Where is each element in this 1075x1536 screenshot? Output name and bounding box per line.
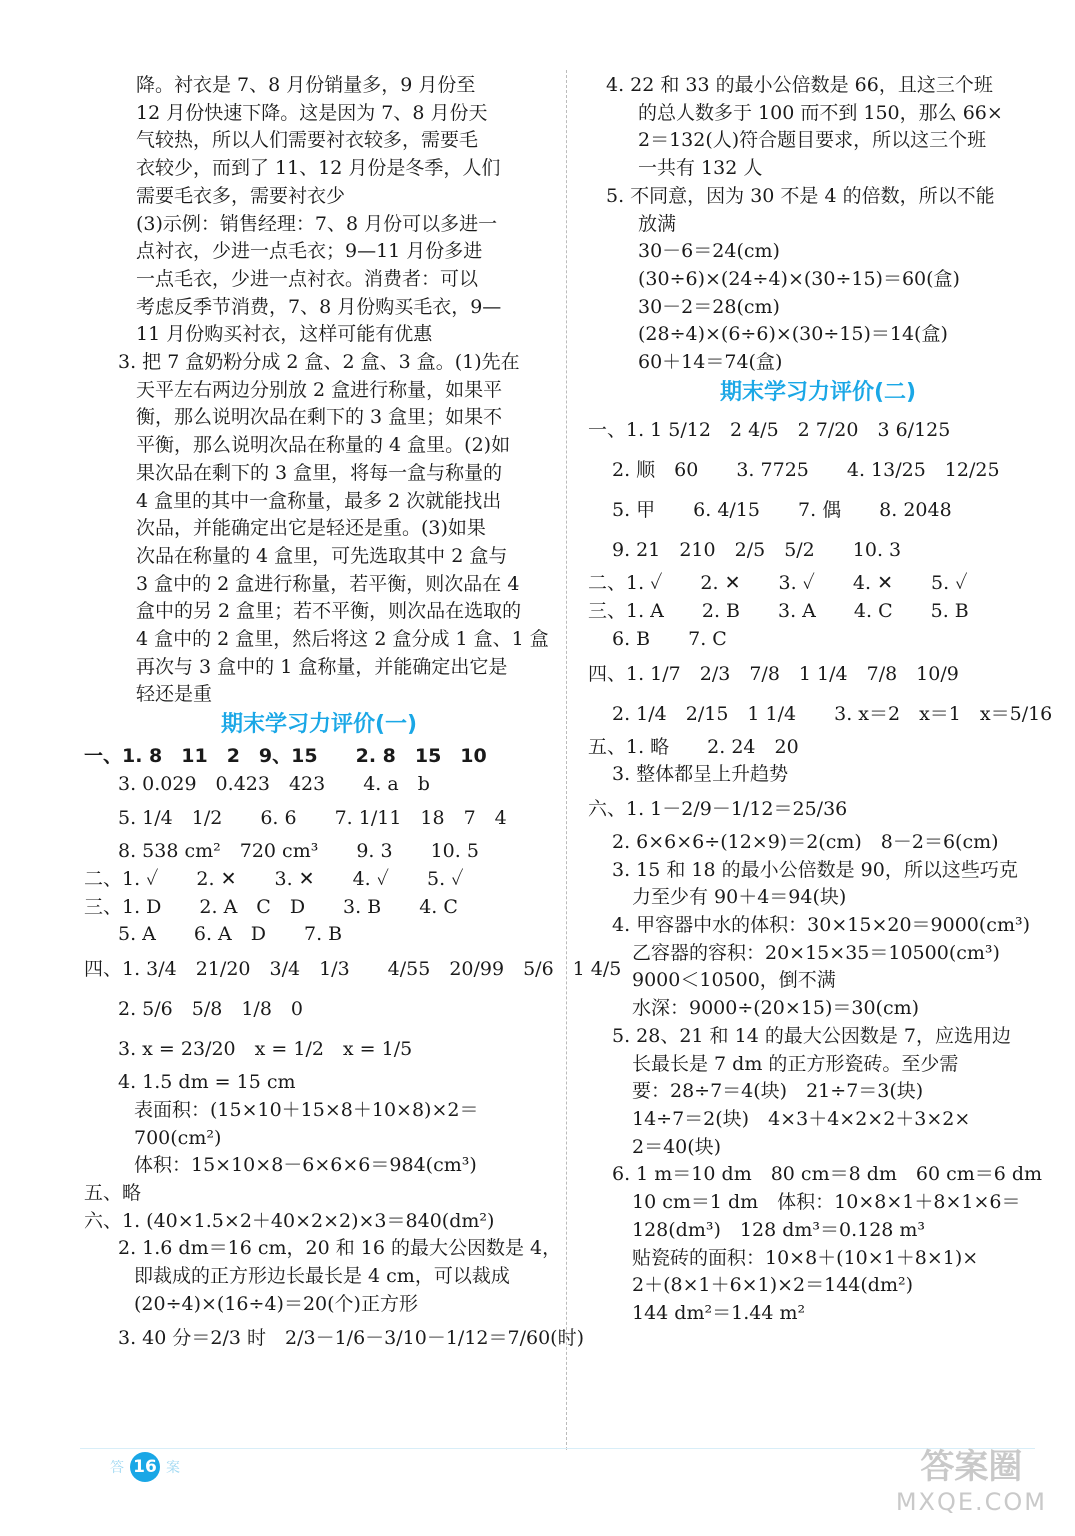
answer-line: 次品在称量的 4 盒里，可先选取其中 2 盒与 [136,544,508,567]
answer-line: 表面积：(15×10＋15×8＋10×8)×2＝ [134,1098,479,1121]
part-2-b: 二、1. ✓ 2. ✕ 3. ✓ 4. ✕ 5. ✓ [588,572,968,595]
answer-line: 体积：15×10×8－6×6×6＝984(cm³) [134,1154,477,1177]
answer-line: 六、1. (40×1.5×2＋40×2×2)×3＝840(dm²) [84,1209,495,1232]
continued-answer [84,72,554,349]
column-divider [566,70,567,1450]
answer-line: 10 cm＝1 dm 体积：10×8×1＋8×1×6＝ [632,1191,1021,1214]
answer-line: (20÷4)×(16÷4)＝20(个)正方形 [134,1292,418,1315]
answer-line: 的总人数多于 100 而不到 150，那么 66× [638,101,1003,124]
answer-line: 5. 甲 6. 4/15 7. 偶 8. 2048 [612,499,952,522]
answer-line: 2＝40(块) [632,1135,722,1158]
answer-line: 气较热，所以人们需要衬衣较多，需要毛 [136,129,479,152]
footer-label-right: 案 [166,1460,180,1476]
question-5-answer [588,183,1048,377]
answer-line: 3. 15 和 18 的最小公倍数是 90，所以这些巧克 [612,858,1018,881]
answer-line: 30－6＝24(cm) [638,240,780,263]
right-column [588,72,1053,1328]
page-footer [110,1452,180,1482]
answer-line: 3. 把 7 盒奶粉分成 2 盒、2 盒、3 盒。(1)先在 [118,351,520,374]
answer-line: 3. 40 分＝2/3 时 2/3－1/6－3/10－1/12＝7/60(时) [118,1327,584,1350]
answer-line: 3 盒中的 2 盒进行称量，若平衡，则次品在 4 [136,572,520,595]
answer-line: 2. 5/6 5/8 1/8 0 [118,998,303,1021]
part-2: 二、1. ✓ 2. ✕ 3. ✕ 4. ✓ 5. ✓ [84,867,464,890]
answer-line: 衡，那么说明次品在剩下的 3 盒里；如果不 [136,406,503,429]
answer-line: 2. 顺 60 3. 7725 4. 13/25 12/25 [612,459,1000,482]
answer-line: 再次与 3 盒中的 1 盒称量，并能确定出它是 [136,655,508,678]
answer-line: 一、1. 1 5/12 2 4/5 2 7/20 3 6/125 [588,419,951,442]
answer-line: 4 盒里的其中一盒称量，最多 2 次就能找出 [136,489,502,512]
answer-line: 要：28÷7＝4(块) 21÷7＝3(块) [632,1080,924,1103]
answer-line: 降。衬衣是 7、8 月份销量多，9 月份至 [136,74,476,96]
page-number: 16 [130,1452,160,1482]
answer-line: 128(dm³) 128 dm³＝0.128 m³ [632,1218,926,1241]
answer-line: 5. 28、21 和 14 的最大公因数是 7，应选用边 [612,1024,1011,1047]
answer-line: (28÷4)×(6÷6)×(30÷15)＝14(盒) [638,323,948,346]
answer-line: 需要毛衣多，需要衬衣少 [136,184,346,207]
answer-line: 四、1. 3/4 21/20 3/4 1/3 4/55 20/99 5/6 1 4/5 [84,958,622,981]
answer-line: 盒中的另 2 盒里；若不平衡，则次品在选取的 [136,600,522,623]
footer-rule [80,1448,1035,1449]
answer-line: 点衬衣，少进一点毛衣；9—11 月份多进 [136,240,483,263]
question-3-answer [84,349,554,709]
part-1-b [588,410,1048,570]
answer-line: 乙容器的容积：20×15×35＝10500(cm³) [632,941,1000,964]
answer-line: 三、1. A 2. B 3. A 4. C 5. B [588,600,969,623]
part-5-b [588,734,1048,789]
answer-line: 长最长是 7 dm 的正方形瓷砖。至少需 [632,1052,959,1075]
answer-line: 2＝132(人)符合题目要求，所以这三个班 [638,129,987,152]
answer-line: 11 月份购买衬衣，这样可能有优惠 [136,323,433,346]
answer-line: 4. 甲容器中水的体积：30×15×20＝9000(cm³) [612,914,1030,937]
watermark [896,1439,1047,1516]
answer-line: 考虑反季节消费，7、8 月份购买毛衣，9— [136,295,502,318]
answer-line: 五、1. 略 2. 24 20 [588,735,799,758]
answer-line: 9000＜10500，倒不满 [632,969,836,992]
answer-line: 三、1. D 2. A C D 3. B 4. C [84,895,458,918]
answer-line: 放满 [638,212,677,235]
answer-line: 5. A 6. A D 7. B [118,923,343,946]
answer-line: 贴瓷砖的面积：10×8＋(10×1＋8×1)× [632,1246,979,1269]
watermark-top: 答案圈 [920,1447,1023,1487]
answer-line: 6. 1 m＝10 dm 80 cm＝8 dm 60 cm＝6 dm [612,1163,1043,1186]
part-6-b [588,789,1048,1328]
left-column [84,72,622,1358]
answer-line: (30÷6)×(24÷4)×(30÷15)＝60(盒) [638,267,960,290]
answer-line: 30－2＝28(cm) [638,295,780,318]
answer-line: 平衡，那么说明次品在称量的 4 盒里。(2)如 [136,434,511,457]
answer-line: 一共有 132 人 [638,157,763,180]
answer-line: 2. 1.6 dm＝16 cm，20 和 16 的最大公因数是 4， [118,1237,562,1260]
section-title-2: 期末学习力评价(二) [719,379,917,405]
answer-line: 2. 1/4 2/15 1 1/4 3. x＝2 x＝1 x＝5/16 [612,702,1053,725]
answer-line: 4. 1.5 dm = 15 cm [118,1071,296,1094]
part-4-b [588,654,1053,734]
part-1 [84,743,554,866]
answer-line: 四、1. 1/7 2/3 7/8 1 1/4 7/8 10/9 [588,662,959,685]
part-3-b [588,598,1048,653]
answer-line: 4 盒中的 2 盒里，然后将这 2 盒分成 1 盒、1 盒 [136,628,549,651]
part-3 [84,894,554,949]
answer-line: 700(cm²) [134,1126,222,1149]
answer-line: 12 月份快速下降。这是因为 7、8 月份天 [136,101,488,124]
answer-line: 3. x = 23/20 x = 1/2 x = 1/5 [118,1038,413,1061]
answer-line: 一、1. 8 11 2 9、15 2. 8 15 10 [84,744,487,767]
answer-line: 14÷7＝2(块) 4×3＋4×2×2＋3×2× [632,1107,971,1130]
answer-line: 天平左右两边分别放 2 盒进行称量，如果平 [136,378,503,401]
watermark-bottom: MXQE.COM [895,1488,1047,1516]
answer-line: (3)示例：销售经理：7、8 月份可以多进一 [136,212,498,235]
answer-line: 3. 0.029 0.423 423 4. a b [118,772,430,795]
answer-line: 6. B 7. C [612,627,727,650]
answer-line: 次品，并能确定出它是轻还是重。(3)如果 [136,517,486,540]
part-5: 五、略 [84,1181,142,1204]
answer-line: 水深：9000÷(20×15)＝30(cm) [632,997,920,1020]
answer-line: 3. 整体都呈上升趋势 [612,763,789,786]
answer-line: 力至少有 90＋4＝94(块) [632,886,847,909]
part-6 [84,1208,584,1359]
answer-line: 5. 1/4 1/2 6. 6 7. 1/11 18 7 4 [118,807,507,830]
answer-line: 4. 22 和 33 的最小公倍数是 66，且这三个班 [606,74,993,96]
answer-line: 即裁成的正方形边长最长是 4 cm，可以裁成 [134,1265,510,1288]
part-4 [84,949,622,1180]
answer-line: 8. 538 cm² 720 cm³ 9. 3 10. 5 [118,840,479,863]
answer-line: 一点毛衣，少进一点衬衣。消费者：可以 [136,267,479,290]
answer-line: 144 dm²＝1.44 m² [632,1301,806,1324]
section-title: 期末学习力评价(一) [220,712,418,738]
answer-line: 60＋14＝74(盒) [638,351,783,374]
answer-line: 2＋(8×1＋6×1)×2＝144(dm²) [632,1274,914,1297]
answer-line: 9. 21 210 2/5 5/2 10. 3 [612,539,902,562]
footer-label-left: 答 [110,1460,124,1476]
answer-line: 衣较少，而到了 11、12 月份是冬季，人们 [136,157,501,180]
answer-line: 果次品在剩下的 3 盒里，将每一盒与称量的 [136,461,503,484]
answer-line: 5. 不同意，因为 30 不是 4 的倍数，所以不能 [606,184,995,207]
question-4-answer [588,72,1048,183]
answer-line: 六、1. 1－2/9－1/12＝25/36 [588,797,848,820]
answer-line: 轻还是重 [136,683,213,706]
answer-line: 2. 6×6×6÷(12×9)＝2(cm) 8－2＝6(cm) [612,830,999,853]
